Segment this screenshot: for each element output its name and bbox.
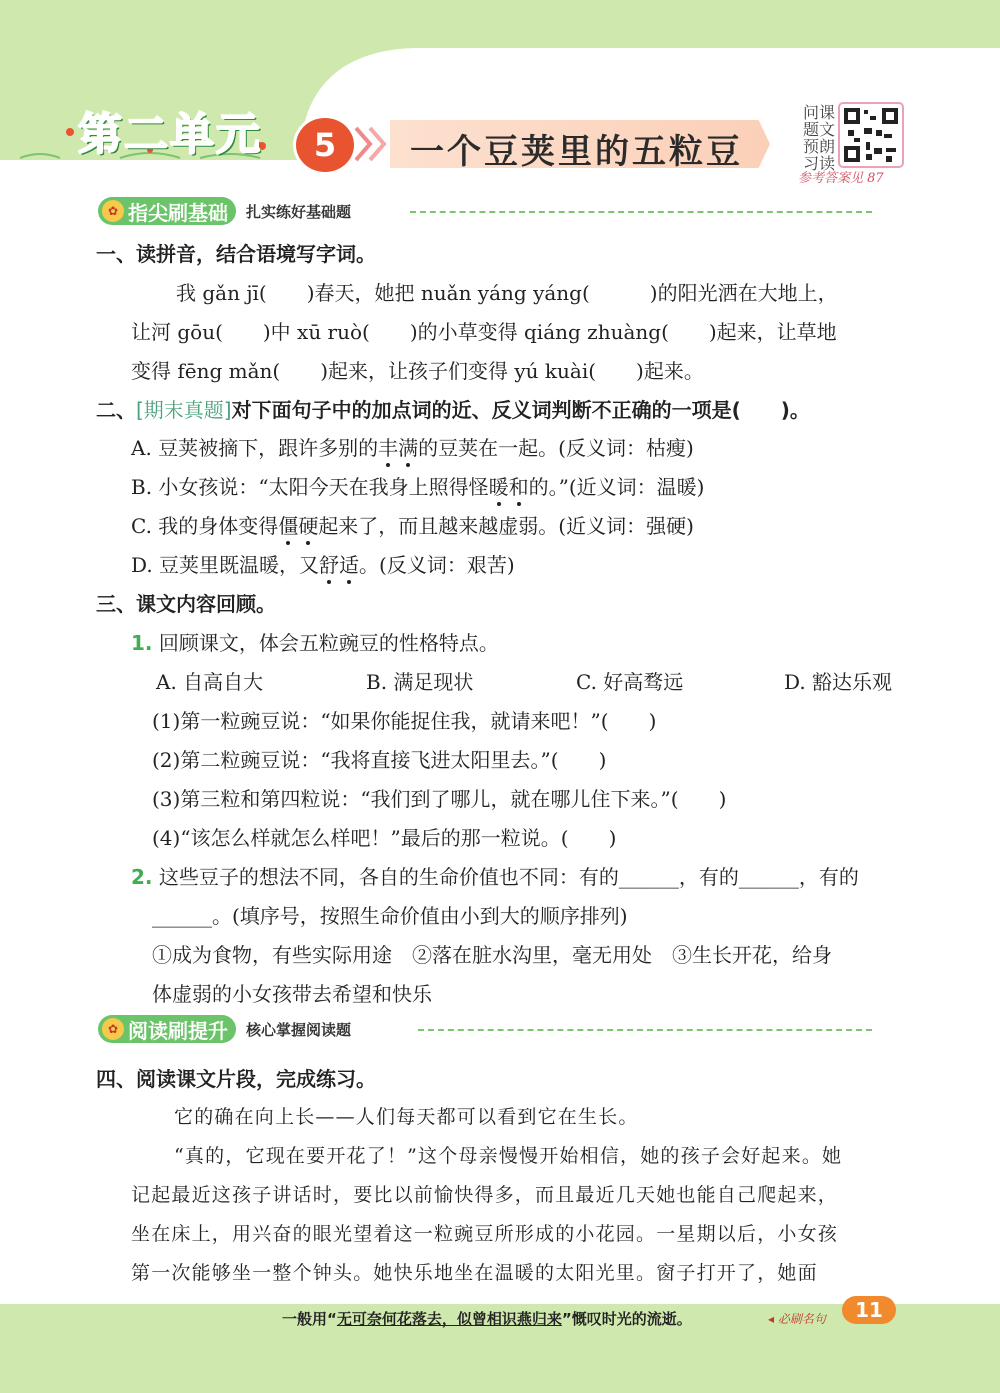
passage-line-2: “真的，它现在要开花了！”这个母亲慢慢开始相信，她的孩子会好起来。她 [174, 1145, 843, 1167]
option-text: 。(反义词：艰苦) [359, 553, 515, 577]
page-number: 11 [842, 1296, 896, 1324]
q3-sub2-line-1 [131, 861, 859, 890]
q2-option-d [131, 549, 515, 578]
dotted-char: 适 [339, 553, 360, 577]
choice-a: A. 自高自大 [156, 670, 264, 694]
qr-label-preview: 问题预习 [802, 103, 819, 173]
q2-heading: 对下面句子中的加点词的近、反义词判断不正确的一项是( )。 [231, 398, 810, 422]
passage-line-4: 坐在床上，用兴奋的眼光望着这一粒豌豆所形成的小花园。一星期以后，小女孩 [131, 1223, 839, 1245]
q3-sub2-number: 2. [131, 865, 153, 889]
dotted-word [489, 475, 529, 499]
dotted-word [278, 514, 318, 538]
choice-c: C. 好高骛远 [576, 670, 684, 694]
q1-line-3: 变得 fēng mǎn( )起来，让孩子们变得 yú kuài( )起来。 [131, 359, 704, 383]
section-basic-pill [98, 197, 236, 225]
lesson-title: 一个豆荚里的五粒豆 [410, 132, 743, 172]
section-basic-header [98, 196, 351, 226]
q3-item-4: (4)“该怎么样就怎么样吧！”最后的那一粒说。( ) [152, 826, 617, 850]
footer-text-before: 一般用“ [282, 1310, 337, 1328]
q3-heading: 三、课文内容回顾。 [96, 592, 276, 616]
dotted-char: 硬 [298, 514, 319, 538]
option-text: D. 豆荚里既温暖，又 [131, 553, 320, 577]
unit-title: 第二单元 [78, 109, 262, 160]
q3-sub1 [131, 627, 499, 656]
q3-sub1-text: 回顾课文，体会五粒豌豆的性格特点。 [158, 631, 499, 655]
lesson-number-badge: 5 [296, 118, 354, 172]
divider [418, 1029, 872, 1031]
option-text: 的。”(近义词：温暖) [528, 475, 705, 499]
q2-option-b [131, 471, 704, 500]
option-text: B. 小女孩说：“太阳今天在我身上照得怪 [131, 475, 489, 499]
passage-line-5: 第一次能够坐一整个钟头。她快乐地坐在温暖的太阳光里。窗子打开了，她面 [131, 1262, 818, 1284]
choice-d: D. 豁达乐观 [784, 670, 893, 694]
footer-text-after: ”慨叹时光的流逝。 [561, 1310, 692, 1328]
mascot-icon: ✿ [102, 1018, 124, 1040]
dotted-word [319, 553, 359, 577]
passage-line-3: 记起最近这孩子讲话时，要比以前愉快得多，而且最近几天她也能自己爬起来， [131, 1184, 839, 1206]
section-basic-subtitle: 扎实练好基础题 [246, 202, 352, 221]
dotted-word [378, 436, 418, 460]
option-text: A. 豆荚被摘下，跟许多别的 [131, 436, 379, 460]
q1-line-1: 我 gǎn jī( )春天，她把 nuǎn yáng yáng( )的阳光洒在大地上， [176, 281, 838, 305]
exam-tag: [期末真题] [136, 398, 232, 422]
footer-sentence [282, 1308, 692, 1329]
option-text: 的豆荚在一起。(反义词：枯瘦) [418, 436, 694, 460]
divider [410, 211, 872, 213]
dotted-char: 丰 [378, 436, 399, 460]
footer-tag: ◂ 必刷名句 [768, 1312, 826, 1326]
q2-option-a [131, 432, 694, 461]
q2-prefix: 二、 [96, 398, 136, 422]
section-reading-header [98, 1014, 351, 1044]
option-text: C. 我的身体变得 [131, 514, 279, 538]
dotted-char: 满 [398, 436, 419, 460]
option-text: 起来了，而且越来越虚弱。(近义词：强硬) [318, 514, 694, 538]
q3-item-1: (1)第一粒豌豆说：“如果你能捉住我，就请来吧！”( ) [152, 709, 657, 733]
qr-code-icon[interactable] [838, 102, 904, 168]
q4-heading: 四、阅读课文片段，完成练习。 [96, 1067, 376, 1091]
qr-label-reading: 课文朗读 [818, 103, 835, 173]
q1-line-2: 让河 gōu( )中 xū ruò( )的小草变得 qiáng zhuàng( )起来，让草地 [131, 320, 837, 344]
q3-item-2: (2)第二粒豌豆说：“我将直接飞进太阳里去。”( ) [152, 748, 607, 772]
q1-heading: 一、读拼音，结合语境写字词。 [96, 242, 376, 266]
q2-option-c [131, 510, 694, 539]
q3-sub1-number: 1. [131, 631, 153, 655]
q3-sub2-line-4: 体虚弱的小女孩带去希望和快乐 [152, 982, 432, 1006]
chevron-right-icon [352, 122, 392, 166]
dotted-char: 僵 [278, 514, 299, 538]
dotted-char: 舒 [319, 553, 340, 577]
dotted-char: 和 [508, 475, 529, 499]
choice-b: B. 满足现状 [366, 670, 474, 694]
dotted-char: 暖 [488, 475, 509, 499]
q3-sub2-line-2: ______。(填序号，按照生命价值由小到大的顺序排列) [152, 904, 628, 928]
q3-sub2-text: 这些豆子的想法不同，各自的生命价值也不同：有的______，有的______，有的 [158, 865, 859, 889]
q2-heading-row [96, 394, 810, 423]
section-reading-title: 阅读刷提升 [128, 1018, 228, 1043]
q3-item-3: (3)第三粒和第四粒说：“我们到了哪儿，就在哪儿住下来。”( ) [152, 787, 727, 811]
passage-line-1: 它的确在向上长——人们每天都可以看到它在生长。 [174, 1106, 639, 1128]
answer-reference: 参考答案见 87 [798, 171, 884, 186]
section-reading-pill [98, 1015, 236, 1043]
footer-quote: 无可奈何花落去，似曾相识燕归来 [336, 1310, 562, 1328]
section-reading-subtitle: 核心掌握阅读题 [246, 1020, 352, 1039]
mascot-icon: ✿ [102, 200, 124, 222]
section-basic-title: 指尖刷基础 [128, 200, 228, 225]
q3-sub2-line-3: ①成为食物，有些实际用途 ②落在脏水沟里，毫无用处 ③生长开花，给身 [152, 943, 832, 967]
